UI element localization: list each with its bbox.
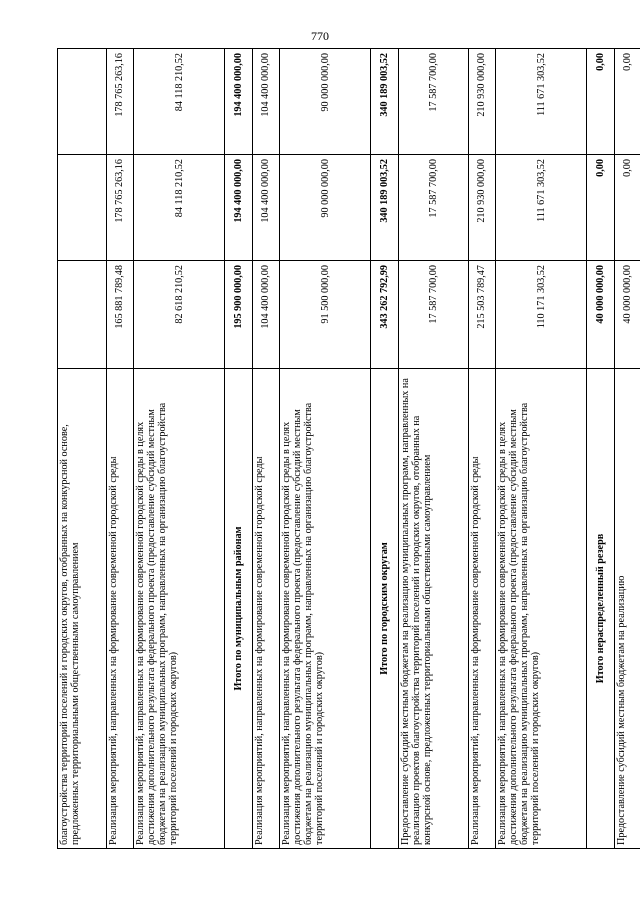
page-number: 770	[311, 29, 329, 43]
total-row	[371, 49, 398, 849]
row-description: Реализация мероприятий, направленных на формирование современной городской среды	[106, 369, 133, 849]
amount-3: 0,00	[587, 49, 614, 155]
amount-2: 340 189 003,52	[371, 155, 398, 261]
table-row	[614, 49, 640, 849]
rotated-page	[57, 49, 640, 849]
row-description: Реализация мероприятий, направленных на формирование современной городской среды	[252, 369, 279, 849]
amount-3: 111 671 303,52	[495, 49, 587, 155]
amount-3: 194 400 000,00	[225, 49, 252, 155]
amount-3: 210 930 000,00	[468, 49, 495, 155]
amount-3	[58, 49, 107, 155]
amount-1: 215 503 789,47	[468, 261, 495, 369]
amount-3: 0,00	[614, 49, 640, 155]
amount-2: 0,00	[587, 155, 614, 261]
amount-2	[58, 155, 107, 261]
amount-3: 17 587 700,00	[398, 49, 468, 155]
amount-3: 90 000 000,00	[279, 49, 371, 155]
amount-2: 178 765 263,16	[106, 155, 133, 261]
amount-1: 17 587 700,00	[398, 261, 468, 369]
row-description: Предоставление субсидий местным бюджетам на реализацию муниципальных программ, направленных на реализацию проектов благоустройства территорий поселений и городских округов, отобранных на конкурсной основе, предложенных территориальными общественными самоуправлением	[398, 369, 468, 849]
table-row	[252, 49, 279, 849]
amount-1: 40 000 000,00	[614, 261, 640, 369]
row-description: Реализация мероприятий, направленных на формирование современной городской среды	[468, 369, 495, 849]
row-description: Реализация мероприятий, направленных на формирование современной городской среды в целях достижения дополнительного результата федерального проекта (предоставление субсидий местным бюджетам на реализацию муниципальных программ, направленных на организацию благоустройства территорий поселений и городских округов)	[133, 369, 225, 849]
budget-table	[57, 48, 640, 849]
total-row	[225, 49, 252, 849]
amount-1: 165 881 789,48	[106, 261, 133, 369]
total-row	[587, 49, 614, 849]
table-body	[58, 49, 640, 849]
amount-1: 40 000 000,00	[587, 261, 614, 369]
table-row	[468, 49, 495, 849]
amount-1: 104 400 000,00	[252, 261, 279, 369]
row-description: Итого по городским округам	[371, 369, 398, 849]
row-description: благоустройства территорий поселений и городских округов, отобранных на конкурсной основе, предложенных территориальными общественными самоуправлением	[58, 369, 107, 849]
amount-2: 0,00	[614, 155, 640, 261]
row-description: Реализация мероприятий, направленных на формирование современной городской среды в целях достижения дополнительного результата федерального проекта (предоставление субсидий местным бюджетам на реализацию муниципальных программ, направленных на организацию благоустройства территорий поселений и городских округов)	[279, 369, 371, 849]
amount-1: 343 262 792,99	[371, 261, 398, 369]
table-row	[279, 49, 371, 849]
table-row	[398, 49, 468, 849]
amount-2: 104 400 000,00	[252, 155, 279, 261]
table-row	[106, 49, 133, 849]
table-row	[495, 49, 587, 849]
amount-2: 210 930 000,00	[468, 155, 495, 261]
amount-3: 340 189 003,52	[371, 49, 398, 155]
amount-1: 82 618 210,52	[133, 261, 225, 369]
amount-3: 178 765 263,16	[106, 49, 133, 155]
table-row	[133, 49, 225, 849]
amount-2: 194 400 000,00	[225, 155, 252, 261]
amount-1: 195 900 000,00	[225, 261, 252, 369]
amount-2: 90 000 000,00	[279, 155, 371, 261]
amount-2: 17 587 700,00	[398, 155, 468, 261]
row-description: Итого нераспределенный резерв	[587, 369, 614, 849]
row-description: Предоставление субсидий местным бюджетам на реализацию	[614, 369, 640, 849]
amount-2: 84 118 210,52	[133, 155, 225, 261]
table-row	[58, 49, 107, 849]
amount-2: 111 671 303,52	[495, 155, 587, 261]
amount-3: 104 400 000,00	[252, 49, 279, 155]
amount-3: 84 118 210,52	[133, 49, 225, 155]
amount-1	[58, 261, 107, 369]
row-description: Реализация мероприятий, направленных на формирование современной городской среды в целях достижения дополнительного результата федерального проекта (предоставление субсидий местным бюджетам на реализацию муниципальных программ, направленных на организацию благоустройства территорий поселений и городских округов)	[495, 369, 587, 849]
amount-1: 110 171 303,52	[495, 261, 587, 369]
amount-1: 91 500 000,00	[279, 261, 371, 369]
row-description: Итого по муниципальным районам	[225, 369, 252, 849]
